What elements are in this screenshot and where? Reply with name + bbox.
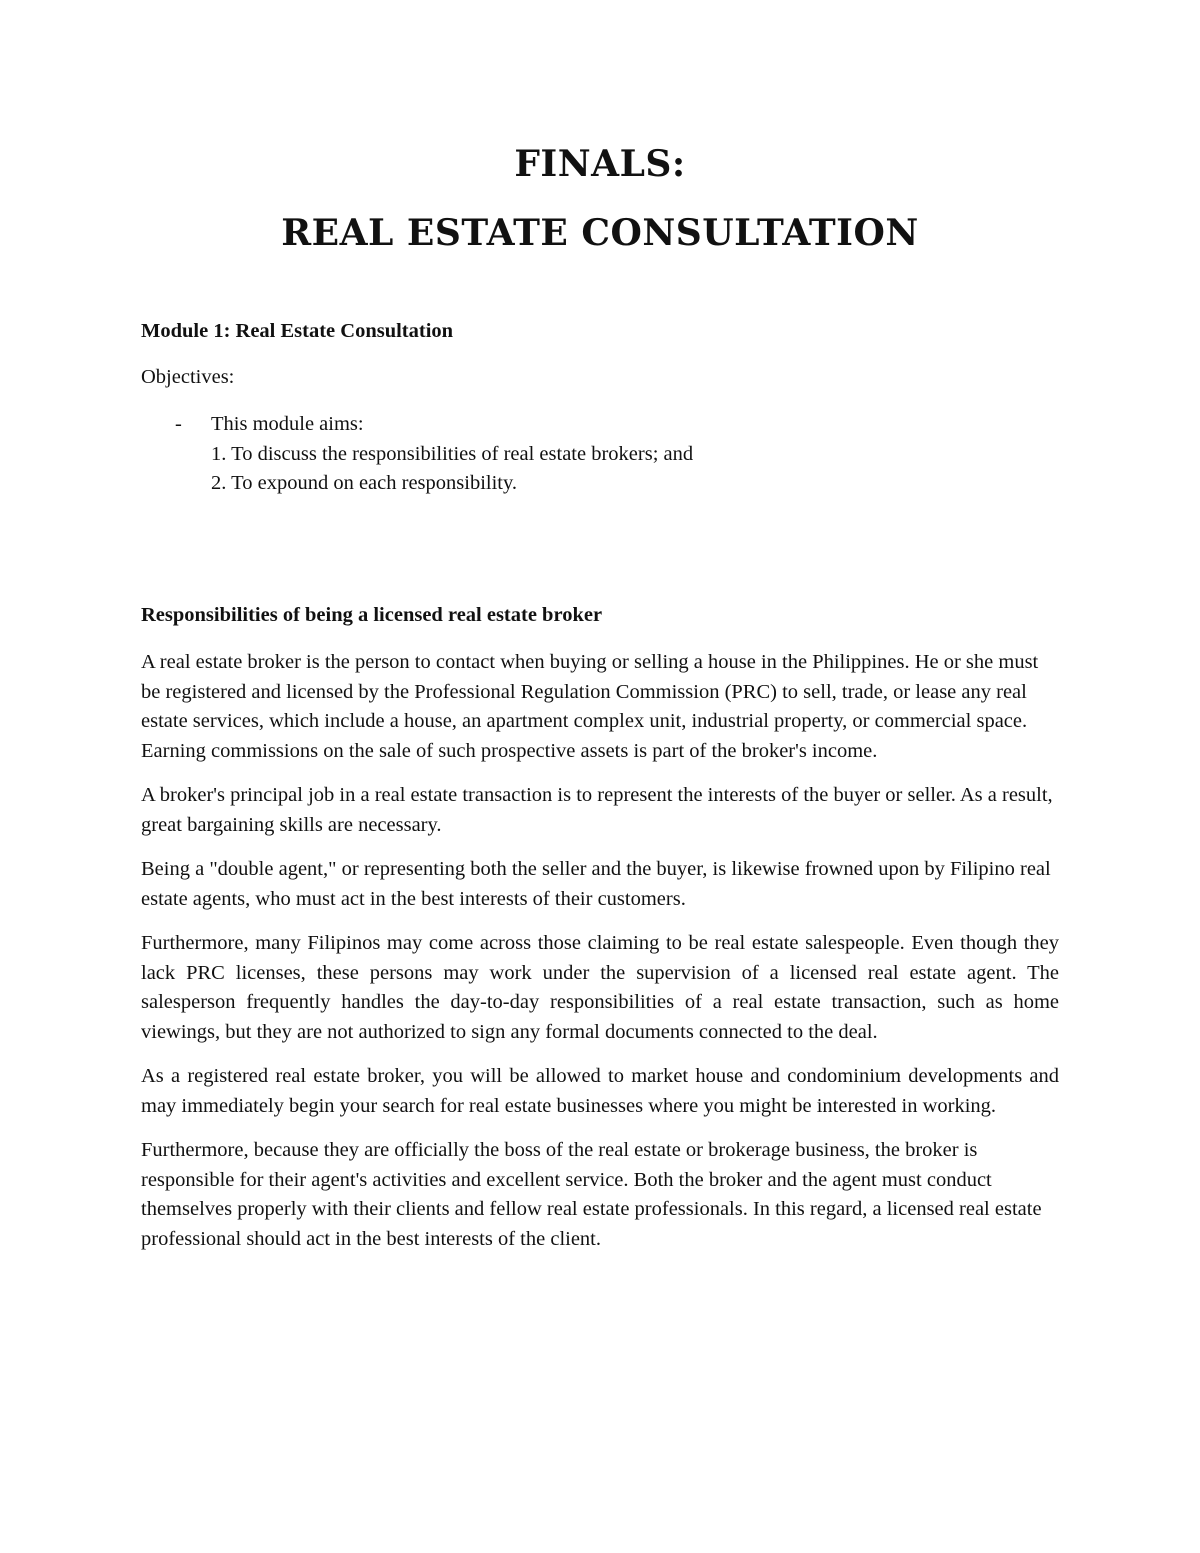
paragraph-3: Being a "double agent," or representing both the seller and the buyer, is likewise frowned upon by Filipino real estate agents, who must act in the best interests of their customers. bbox=[141, 858, 1051, 910]
section-heading: Responsibilities of being a licensed real estate broker bbox=[141, 604, 603, 626]
paragraph-4: Furthermore, many Filipinos may come across those claiming to be real estate salespeople. Even though they lack PRC licenses, these persons may work under the supervision of a licensed real estate agent. The salesperson frequently handles the day-to-day responsibilities of a real estate transaction, such as home viewings, but they are not authorized to sign any formal documents connected to the deal. bbox=[141, 932, 1059, 1043]
list-bullet: - bbox=[175, 413, 182, 435]
objective-item-2: 2. To expound on each responsibility. bbox=[211, 472, 518, 494]
paragraph-1: A real estate broker is the person to contact when buying or selling a house in the Philippines. He or she must be registered and licensed by the Professional Regulation Commission (PRC) to sell, trade, or lease any real estate services, which include a house, an apartment complex unit, industrial property, or commercial space. Earning commissions on the sale of such prospective assets is part of the broker's income. bbox=[141, 651, 1039, 762]
paragraph-6: Furthermore, because they are officially the boss of the real estate or brokerage business, the broker is responsible for their agent's activities and excellent service. Both the broker and the agent must conduct themselves properly with their clients and fellow real estate professionals. In this regard, a licensed real estate professional should act in the best interests of the client. bbox=[141, 1139, 1042, 1250]
objectives-label: Objectives: bbox=[141, 366, 235, 388]
module-heading: Module 1: Real Estate Consultation bbox=[141, 320, 454, 342]
objective-item-1: 1. To discuss the responsibilities of real estate brokers; and bbox=[211, 442, 694, 465]
document-title-line-2: REAL ESTATE CONSULTATION bbox=[281, 212, 919, 254]
document-title-line-1: FINALS: bbox=[514, 143, 686, 185]
objectives-intro: This module aims: bbox=[211, 413, 364, 435]
paragraph-2: A broker's principal job in a real estate transaction is to represent the interests of the buyer or seller. As a result, great bargaining skills are necessary. bbox=[141, 784, 1053, 836]
paragraph-5: As a registered real estate broker, you will be allowed to market house and condominium developments and may immediately begin your search for real estate businesses where you might be interested in working. bbox=[141, 1065, 1059, 1117]
body-text bbox=[141, 648, 1059, 1269]
